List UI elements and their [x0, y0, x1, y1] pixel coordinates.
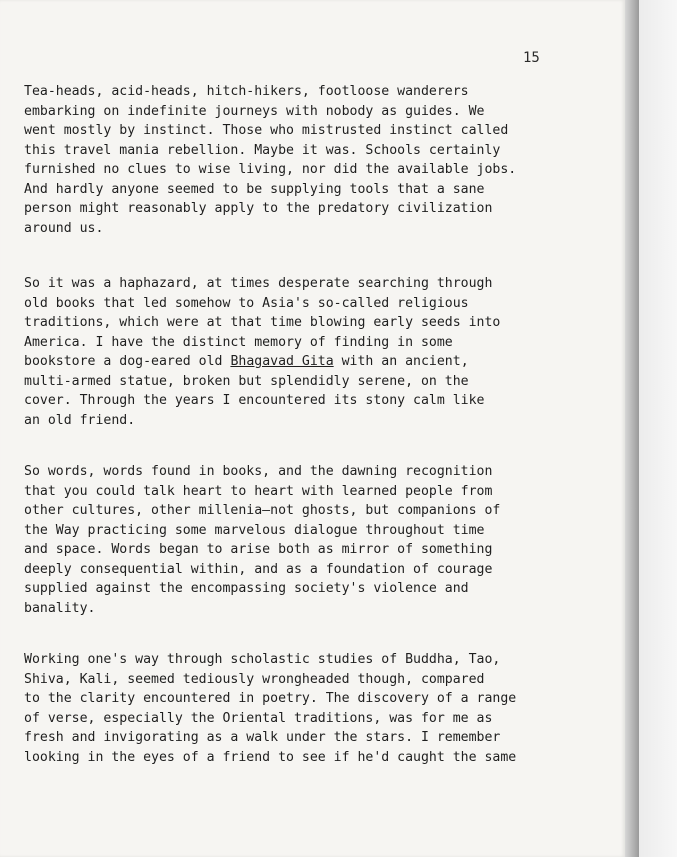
- page-edge-shadow: [625, 0, 639, 857]
- paragraph-2: [24, 274, 584, 430]
- scanner-background: [639, 0, 677, 857]
- paragraph-2-text-before: So it was a haphazard, at times desperate searching through old books that led somehow to Asia's so-called religious traditions, which were at that time blowing early seeds into America. I have the distinct memory of finding in some bookstore a dog-eared old: [24, 276, 501, 369]
- paragraph-4: Working one's way through scholastic studies of Buddha, Tao, Shiva, Kali, seemed tediously wrongheaded though, compared to the clarity encountered in poetry. The discovery of a range of verse, especially the Oriental traditions, was for me as fresh and invigorating as a walk under the stars. I remember looking in the eyes of a friend to see if he'd caught the same: [24, 652, 517, 765]
- paragraph-3: So words, words found in books, and the dawning recognition that you could talk heart to heart with learned people from other cultures, other millenia—not ghosts, but companions of the Way practicing some marvelous dialogue throughout time and space. Words began to arise both as mirror of something deeply consequential within, and as a foundation of courage supplied against the encompassing society's violence and banality.: [24, 464, 501, 616]
- book-title-bhagavad-gita: Bhagavad Gita: [230, 354, 334, 369]
- paragraph-1: Tea-heads, acid-heads, hitch-hikers, footloose wanderers embarking on indefinite journeys with nobody as guides. We went mostly by instinct. Those who mistrusted instinct called this travel mania rebellion. Maybe it was. Schools certainly furnished no clues to wise living, nor did the available jobs. And hardly anyone seemed to be supplying tools that a sane person might reasonably apply to the predatory civilization around us.: [24, 84, 517, 236]
- paragraph-2-text-after: with an ancient, multi-armed statue, broken but splendidly serene, on the cover. Through the years I encountered its stony calm like an old friend.: [24, 354, 485, 428]
- page-number: 15: [523, 50, 540, 66]
